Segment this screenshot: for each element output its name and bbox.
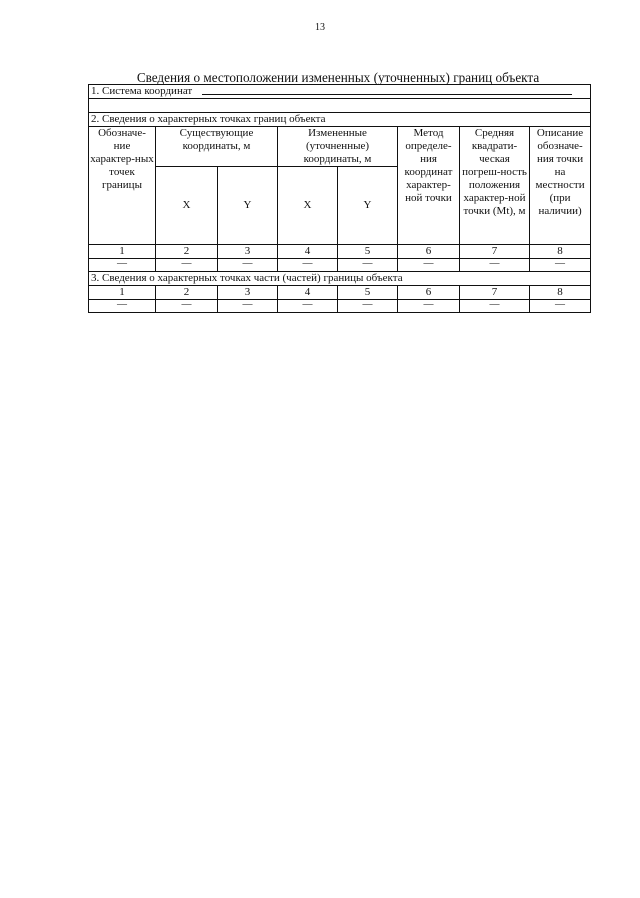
header-changed-coordinates: Измененные (уточненные) координаты, м: [278, 127, 398, 167]
column-number: 5: [338, 245, 398, 259]
header-point-designation: Обозначе-ние характер-ных точек границы: [89, 127, 156, 245]
header-row-top: [89, 127, 591, 167]
column-number: 1: [89, 245, 156, 259]
header-changed-y: Y: [338, 167, 398, 245]
empty-cell: —: [156, 300, 218, 313]
empty-cell: —: [89, 300, 156, 313]
coordinate-system-cell: [89, 85, 591, 99]
empty-cell: —: [278, 259, 338, 272]
section2-row: [89, 113, 591, 127]
column-number: 1: [89, 286, 156, 300]
header-existing-y: Y: [218, 167, 278, 245]
column-numbers-row-2: [89, 286, 591, 300]
column-number: 7: [460, 245, 530, 259]
empty-cell: —: [218, 300, 278, 313]
header-changed-x: X: [278, 167, 338, 245]
header-determination-method: Метод определе-ния координат характер-ной точки: [398, 127, 460, 245]
empty-cell: —: [530, 259, 591, 272]
spacer-row: [89, 99, 591, 113]
column-number: 2: [156, 245, 218, 259]
coordinate-system-label: 1. Система координат: [91, 85, 193, 97]
section3-row: [89, 272, 591, 286]
column-numbers-row: [89, 245, 591, 259]
empty-cell: —: [398, 259, 460, 272]
empty-data-row-2: [89, 300, 591, 313]
empty-cell: —: [338, 300, 398, 313]
column-number: 5: [338, 286, 398, 300]
column-number: 7: [460, 286, 530, 300]
page-number: 13: [315, 22, 325, 33]
section2-heading: 2. Сведения о характерных точках границ объекта: [89, 113, 591, 127]
coordinate-system-row: [89, 85, 591, 99]
header-existing-x: X: [156, 167, 218, 245]
empty-cell: —: [278, 300, 338, 313]
column-number: 3: [218, 286, 278, 300]
empty-data-row: [89, 259, 591, 272]
empty-cell: —: [460, 300, 530, 313]
column-number: 4: [278, 286, 338, 300]
empty-cell: —: [338, 259, 398, 272]
section3-heading: 3. Сведения о характерных точках части (частей) границы объекта: [89, 272, 591, 286]
empty-cell: —: [156, 259, 218, 272]
column-number: 3: [218, 245, 278, 259]
header-existing-coordinates: Существующие координаты, м: [156, 127, 278, 167]
document-title: Сведения о местоположении измененных (уточненных) границ объекта: [136, 70, 540, 85]
column-number: 8: [530, 245, 591, 259]
empty-cell: —: [218, 259, 278, 272]
column-number: 6: [398, 286, 460, 300]
coordinate-system-value-line: [202, 94, 572, 95]
empty-cell: —: [398, 300, 460, 313]
column-number: 6: [398, 245, 460, 259]
column-number: 4: [278, 245, 338, 259]
column-number: 2: [156, 286, 218, 300]
header-mean-square-error: Средняя квадрати-ческая погреш-ность положения характер-ной точки (Mt), м: [460, 127, 530, 245]
empty-cell: —: [89, 259, 156, 272]
column-number: 8: [530, 286, 591, 300]
spacer-cell: [89, 99, 591, 113]
empty-cell: —: [460, 259, 530, 272]
header-point-description: Описание обозначе-ния точки на местности (при наличии): [530, 127, 591, 245]
boundary-table: [88, 84, 591, 313]
empty-cell: —: [530, 300, 591, 313]
